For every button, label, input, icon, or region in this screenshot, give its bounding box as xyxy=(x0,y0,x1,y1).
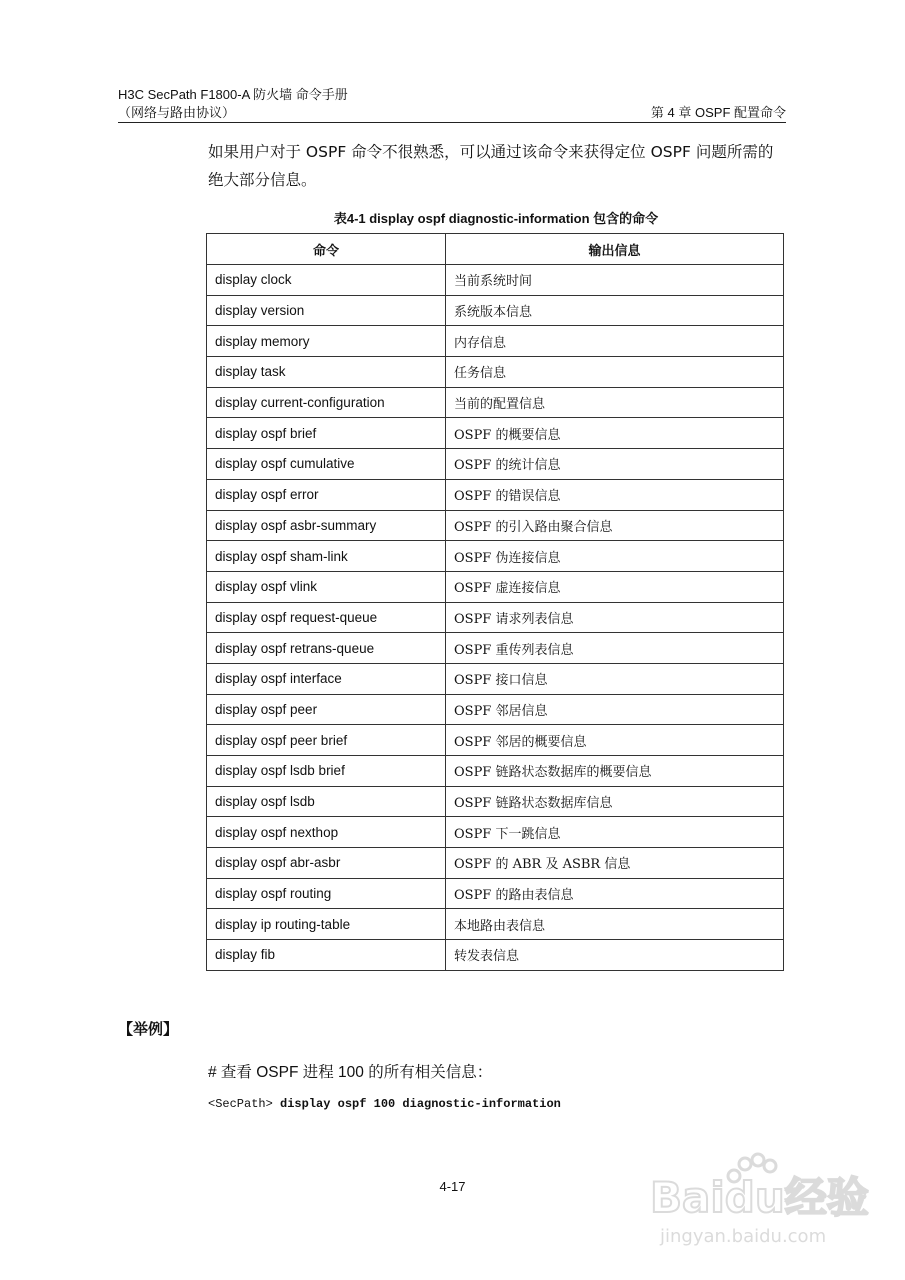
table-row xyxy=(207,449,784,480)
example-code xyxy=(208,1097,561,1111)
output-info-cell: OSPF 的统计信息 xyxy=(446,449,784,480)
table-row xyxy=(207,387,784,418)
command-cell: display ospf abr-asbr xyxy=(207,848,446,879)
code-command: display ospf 100 diagnostic-information xyxy=(280,1097,561,1111)
header-chapter: 第 4 章 OSPF 配置命令 xyxy=(650,105,786,120)
output-info-cell: 当前系统时间 xyxy=(446,265,784,296)
table-row xyxy=(207,602,784,633)
table-row xyxy=(207,663,784,694)
command-cell: display ospf peer xyxy=(207,694,446,725)
header-title: H3C SecPath F1800-A 防火墙 命令手册 xyxy=(118,87,348,102)
table-row xyxy=(207,756,784,787)
table-row xyxy=(207,479,784,510)
output-info-cell: 系统版本信息 xyxy=(446,295,784,326)
command-cell: display ospf retrans-queue xyxy=(207,633,446,664)
output-info-cell: OSPF 链路状态数据库信息 xyxy=(446,786,784,817)
output-info-cell: OSPF 的引入路由聚合信息 xyxy=(446,510,784,541)
command-cell: display ospf brief xyxy=(207,418,446,449)
code-prompt: <SecPath> xyxy=(208,1097,273,1111)
output-info-cell: OSPF 的路由表信息 xyxy=(446,878,784,909)
table-row xyxy=(207,848,784,879)
output-info-cell: 内存信息 xyxy=(446,326,784,357)
output-info-cell: OSPF 的 ABR 及 ASBR 信息 xyxy=(446,848,784,879)
output-info-cell: 转发表信息 xyxy=(446,940,784,971)
table-row xyxy=(207,541,784,572)
command-cell: display ospf error xyxy=(207,479,446,510)
table-row xyxy=(207,418,784,449)
table-body xyxy=(207,265,784,971)
output-info-cell: OSPF 邻居信息 xyxy=(446,694,784,725)
command-cell: display ospf vlink xyxy=(207,571,446,602)
command-cell: display ospf nexthop xyxy=(207,817,446,848)
example-description: # 查看 OSPF 进程 100 的所有相关信息： xyxy=(208,1064,493,1081)
output-info-cell: OSPF 链路状态数据库的概要信息 xyxy=(446,756,784,787)
table-row xyxy=(207,571,784,602)
output-info-cell: 任务信息 xyxy=(446,357,784,388)
output-info-cell: 本地路由表信息 xyxy=(446,909,784,940)
table-row xyxy=(207,909,784,940)
command-cell: display ospf routing xyxy=(207,878,446,909)
output-info-cell: OSPF 接口信息 xyxy=(446,663,784,694)
page-number: 4-17 xyxy=(439,1179,466,1194)
table-header-row xyxy=(207,234,784,265)
watermark-logo-text: Baidu经验 xyxy=(650,1173,869,1222)
table-row xyxy=(207,633,784,664)
table-row xyxy=(207,265,784,296)
command-cell: display ospf asbr-summary xyxy=(207,510,446,541)
column-header-output: 输出信息 xyxy=(446,234,784,265)
command-cell: display version xyxy=(207,295,446,326)
table-row xyxy=(207,725,784,756)
output-info-cell: OSPF 邻居的概要信息 xyxy=(446,725,784,756)
output-info-cell: OSPF 伪连接信息 xyxy=(446,541,784,572)
table-row xyxy=(207,326,784,357)
command-cell: display clock xyxy=(207,265,446,296)
command-cell: display ospf request-queue xyxy=(207,602,446,633)
table-caption: 表4-1 display ospf diagnostic-information 包含的命令 xyxy=(333,211,659,226)
command-cell: display ip routing-table xyxy=(207,909,446,940)
table-row xyxy=(207,295,784,326)
command-cell: display ospf lsdb xyxy=(207,786,446,817)
table-row xyxy=(207,510,784,541)
output-info-cell: 当前的配置信息 xyxy=(446,387,784,418)
header-divider xyxy=(118,122,786,123)
table-row xyxy=(207,878,784,909)
command-cell: display ospf interface xyxy=(207,663,446,694)
command-cell: display ospf lsdb brief xyxy=(207,756,446,787)
header-subtitle: （网络与路由协议） xyxy=(118,105,236,120)
watermark-url: jingyan.baidu.com xyxy=(660,1226,827,1247)
output-info-cell: OSPF 的错误信息 xyxy=(446,479,784,510)
command-cell: display ospf sham-link xyxy=(207,541,446,572)
baidu-watermark-logo xyxy=(650,1150,870,1250)
table-row xyxy=(207,817,784,848)
column-header-command: 命令 xyxy=(207,234,446,265)
output-info-cell: OSPF 下一跳信息 xyxy=(446,817,784,848)
output-info-cell: OSPF 请求列表信息 xyxy=(446,602,784,633)
command-cell: display memory xyxy=(207,326,446,357)
table-row xyxy=(207,786,784,817)
output-info-cell: OSPF 虚连接信息 xyxy=(446,571,784,602)
command-cell: display task xyxy=(207,357,446,388)
table-row xyxy=(207,357,784,388)
command-table xyxy=(206,233,784,971)
command-cell: display ospf peer brief xyxy=(207,725,446,756)
intro-paragraph: 如果用户对于 OSPF 命令不很熟悉，可以通过该命令来获得定位 OSPF 问题所需的绝大部分信息。 xyxy=(208,143,774,189)
command-cell: display ospf cumulative xyxy=(207,449,446,480)
table-row xyxy=(207,694,784,725)
command-cell: display current-configuration xyxy=(207,387,446,418)
output-info-cell: OSPF 的概要信息 xyxy=(446,418,784,449)
page-header xyxy=(118,86,786,122)
output-info-cell: OSPF 重传列表信息 xyxy=(446,633,784,664)
example-heading: 【举例】 xyxy=(118,1021,179,1038)
table-row xyxy=(207,940,784,971)
command-cell: display fib xyxy=(207,940,446,971)
